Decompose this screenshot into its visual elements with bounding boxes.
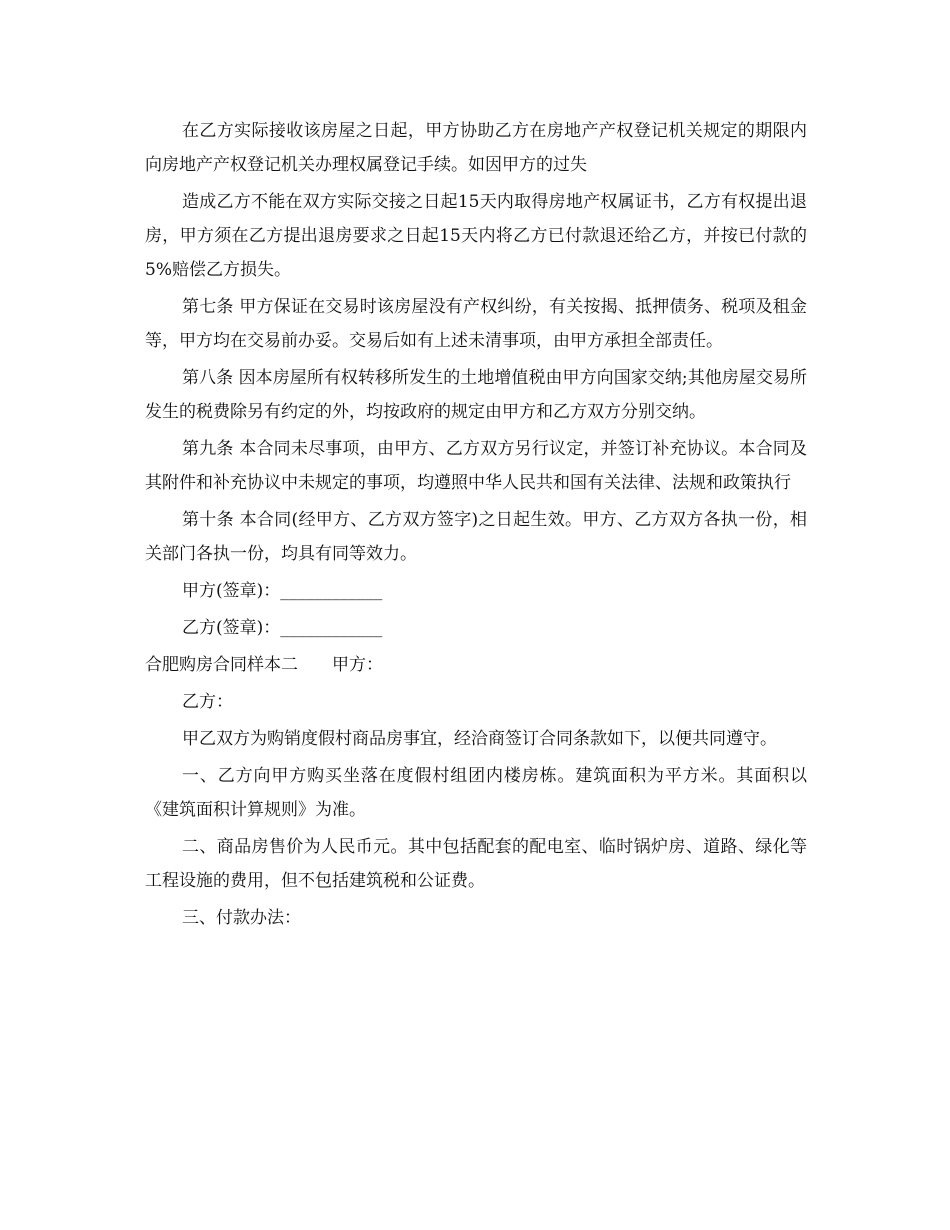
- party-b-label: 乙方：: [182, 692, 233, 712]
- signature-party-a: 甲方(签章)：____________: [182, 581, 383, 601]
- paragraph-clause-3: 三、付款办法：: [182, 908, 301, 928]
- paragraph-agreement-intro: 甲乙双方为购销度假村商品房事宜，经洽商签订合同条款如下，以便共同遵守。: [182, 729, 777, 749]
- paragraph-article-7: 第七条 甲方保证在交易时该房屋没有产权纠纷，有关按揭、抵押债务、税项及租金等，甲方均在交易前办妥。交易后如有上述未清事项，由甲方承担全部责任。: [145, 297, 807, 351]
- paragraph-article-8: 第八条 因本房屋所有权转移所发生的土地增值税由甲方向国家交纳;其他房屋交易所发生的税费除另有约定的外，均按政府的规定由甲方和乙方双方分别交纳。: [145, 368, 807, 422]
- sample-two-heading: 合肥购房合同样本二 甲方：: [145, 655, 383, 675]
- paragraph-clause-2: 二、商品房售价为人民币元。其中包括配套的配电室、临时锅炉房、道路、绿化等工程设施的费用，但不包括建筑税和公证费。: [145, 837, 807, 891]
- paragraph-refund-clause: 造成乙方不能在双方实际交接之日起15天内取得房地产权属证书，乙方有权提出退房，甲方须在乙方提出退房要求之日起15天内将乙方已付款退还给乙方，并按已付款的5%赔偿乙方损失。: [145, 192, 807, 280]
- paragraph-article-10: 第十条 本合同(经甲方、乙方双方签字)之日起生效。甲方、乙方双方各执一份，相关部门各执一份，均具有同等效力。: [145, 510, 807, 564]
- document-body: [145, 114, 807, 938]
- paragraph-article-9: 第九条 本合同未尽事项，由甲方、乙方双方另行议定，并签订补充协议。本合同及其附件和补充协议中未规定的事项，均遵照中华人民共和国有关法律、法规和政策执行: [145, 439, 807, 493]
- signature-party-b: 乙方(签章)：____________: [182, 618, 383, 638]
- paragraph-registration: 在乙方实际接收该房屋之日起，甲方协助乙方在房地产产权登记机关规定的期限内向房地产产权登记机关办理权属登记手续。如因甲方的过失: [145, 121, 807, 175]
- paragraph-clause-1: 一、乙方向甲方购买坐落在度假村组团内楼房栋。建筑面积为平方米。其面积以《建筑面积计算规则》为准。: [145, 766, 807, 820]
